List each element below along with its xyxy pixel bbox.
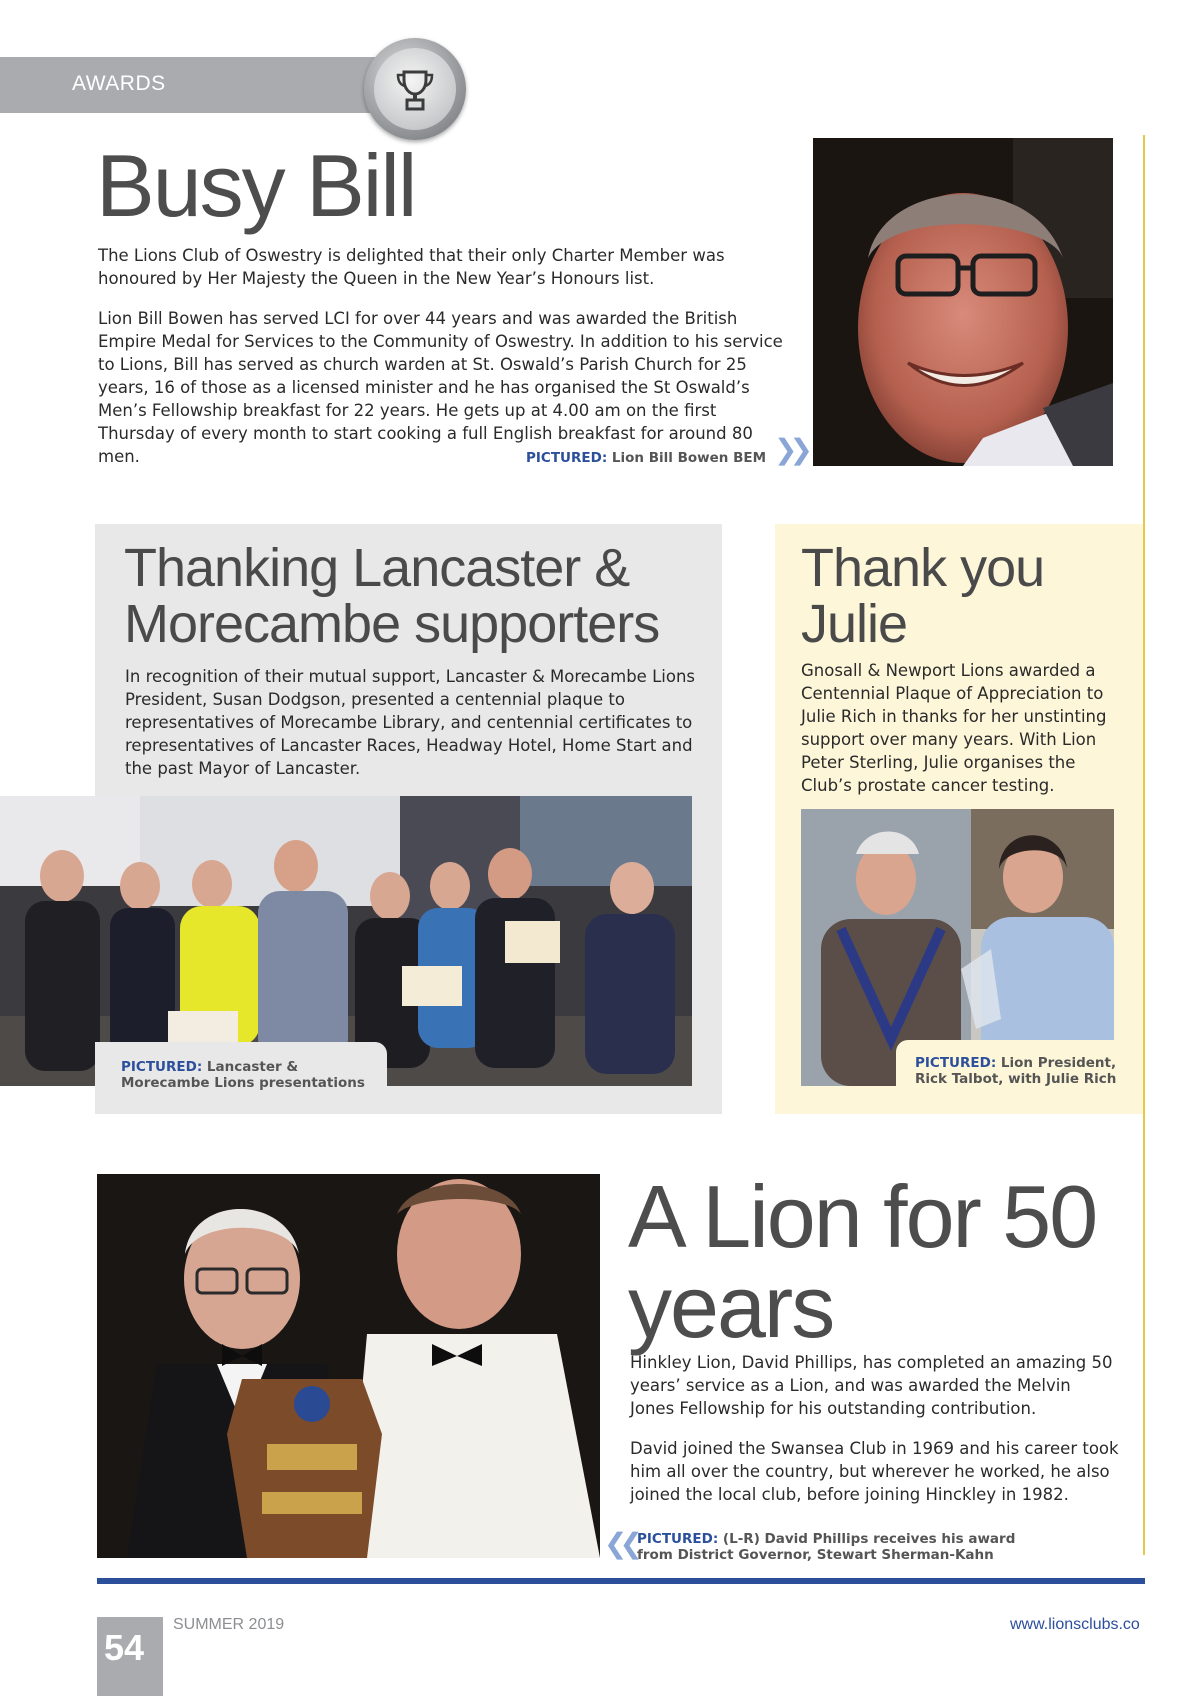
article-paragraph: The Lions Club of Oswestry is delighted that their only Charter Member was honoured by Her Majesty the Queen in the New Year’s Honours list. [98,246,725,288]
website-link[interactable]: www.lionsclubs.co [1010,1616,1140,1633]
caption-lead: PICTURED: [121,1059,203,1075]
article-title-lion-50: A Lion for 50 years [628,1167,1097,1356]
caption-lead: PICTURED: [637,1531,719,1547]
section-label: AWARDS [72,72,166,95]
page-number: 54 [104,1627,145,1668]
caption-text: Lancaster & Morecambe Lions presentations [121,1059,365,1091]
section-band [0,57,375,113]
caption-text: (L-R) David Phillips receives his award from District Governor, Stewart Sherman-Kahn [637,1531,1016,1563]
footer-rule [97,1578,1145,1584]
article-title-julie: Thank you Julie [801,538,1045,654]
article-paragraph: Gnosall & Newport Lions awarded a Centennial Plaque of Appreciation to Julie Rich in thanks for her unstinting support over many years. With Lion Peter Sterling, Julie organises the Club’s prostate cancer testing. [801,661,1107,795]
caption-lead: PICTURED: [526,450,608,466]
caption-lead: PICTURED: [915,1055,997,1071]
article-paragraph: David joined the Swansea Club in 1969 and his career took him all over the country, but wherever he worked, he also joined the local club, before joining Hinckley in 1982. [630,1439,1119,1504]
photo-caption [526,450,766,466]
caption-text: Lion President, Rick Talbot, with Julie Rich [915,1055,1117,1087]
chevron-right-icon: ❯❯ [774,433,805,466]
article-title-lancaster: Thanking Lancaster & Morecambe supporters [124,538,660,654]
photo-david-phillips [97,1174,600,1558]
issue-label: SUMMER 2019 [173,1616,285,1633]
article-paragraph: In recognition of their mutual support, Lancaster & Morecambe Lions President, Susan Dodgson, presented a centennial plaque to representatives of Morecambe Library, and centennial certificates to representatives of Lancaster Races, Headway Hotel, Home Start and the past Mayor of Lancaster. [125,667,696,778]
caption-text: Lion Bill Bowen BEM [611,450,767,466]
yellow-column-rule [1143,135,1145,1555]
article-title-busy-bill: Busy Bill [96,136,416,235]
photo-caption [637,1531,1037,1563]
photo-caption [121,1059,381,1091]
chevron-left-icon: ❮❮ [604,1527,635,1560]
photo-bill-bowen [813,138,1113,466]
trophy-icon [374,48,456,130]
article-paragraph: Lion Bill Bowen has served LCI for over 44 years and was awarded the British Empire Medal for Services to the Community of Oswestry. In addition to his service to Lions, Bill has served as church warden at St. Oswald’s Parish Church for 25 years, 16 of those as a licensed minister and he has organised the St Oswald’s Men’s Fellowship breakfast for 22 years. He gets up at 4.00 am on the first Thursday of every month to start cooking a full English breakfast for around 80 men. [98,309,783,466]
photo-caption [915,1055,1140,1087]
article-paragraph: Hinkley Lion, David Phillips, has completed an amazing 50 years’ service as a Lion, and was awarded the Melvin Jones Fellowship for his outstanding contribution. [630,1353,1113,1418]
